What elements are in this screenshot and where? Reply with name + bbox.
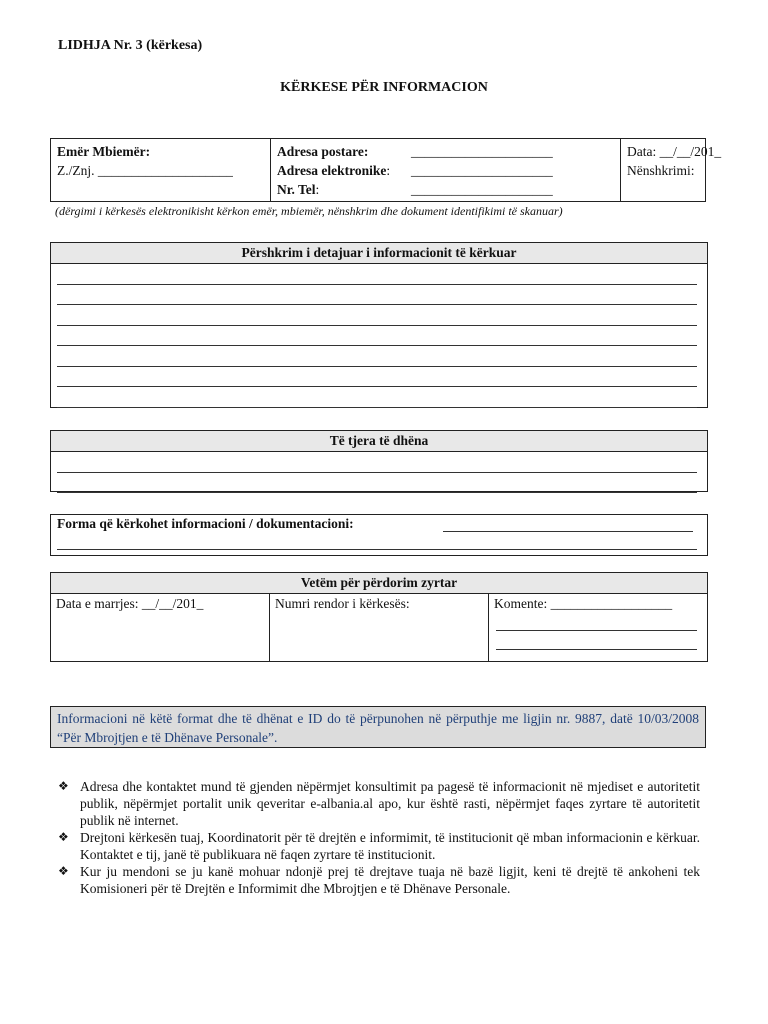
tel-field[interactable]: _____________________ <box>411 182 553 197</box>
description-section-title: Përshkrim i detajuar i informacionit të kërkuar <box>51 243 707 264</box>
other-data-section <box>50 430 708 492</box>
email-field[interactable]: _____________________ <box>411 163 553 178</box>
applicant-info-box <box>50 138 722 202</box>
writing-line <box>57 452 697 473</box>
postal-row <box>277 142 614 161</box>
list-item <box>58 829 700 863</box>
official-use-section <box>50 572 708 662</box>
writing-line <box>57 473 697 494</box>
writing-line <box>57 264 697 285</box>
instructions-list <box>58 778 700 897</box>
tel-row <box>277 180 614 199</box>
email-row <box>277 161 614 180</box>
four-diamond-bullet-icon: ❖ <box>58 830 69 844</box>
tel-label: Nr. Tel <box>277 182 316 197</box>
description-section <box>50 242 708 408</box>
list-item <box>58 863 700 897</box>
writing-line <box>57 326 697 347</box>
writing-line <box>57 367 697 388</box>
writing-line <box>57 387 697 408</box>
list-item-text: Drejtoni kërkesën tuaj, Koordinatorit për të drejtën e informimit, të institucionit që mban informacionin e kërkuar. Kontaktet e tij, janë të publikuara në faqen zyrtare të institucionit. <box>80 830 700 862</box>
document-title: KËRKESE PËR INFORMACION <box>280 80 488 95</box>
email-label: Adresa elektronike <box>277 163 387 178</box>
date-signature-column <box>621 139 722 201</box>
four-diamond-bullet-icon: ❖ <box>58 779 69 793</box>
serial-number-label: Numri rendor i kërkesës: <box>275 596 410 611</box>
postal-label: Adresa postare: <box>277 144 369 159</box>
list-item-text: Adresa dhe kontaktet mund të gjenden nëpërmjet konsultimit pa pagesë të informacionit në mjediset e autoritetit publik, nëpërmjet portalit unik qeveritar e-albania.al apo, kur është rasti, nëpërmjet faqes zyrtare të autoritetit publik në internet. <box>80 779 700 828</box>
list-item-text: Kur ju mendoni se ju kanë mohuar ndonjë prej të drejtave tuaja në bazë ligjit, keni të drejtë të ankoheni tek Komisioneri për të Drejtën e Informimit dhe Mbrojtjen e të Dhënave Personale. <box>80 864 700 896</box>
comments-field[interactable]: Komente: __________________ <box>494 596 673 611</box>
official-use-body <box>51 594 707 661</box>
contact-column <box>271 139 621 201</box>
comments-line[interactable] <box>496 630 697 631</box>
description-lines[interactable] <box>51 264 707 408</box>
date-field[interactable]: Data: __/__/201_ <box>627 144 722 159</box>
comments-line[interactable] <box>496 649 697 650</box>
writing-line <box>57 285 697 306</box>
requested-form-section <box>50 514 708 556</box>
writing-line <box>57 305 697 326</box>
tel-colon: : <box>315 182 320 197</box>
electronic-submission-note: (dërgimi i kërkesës elektronikisht kërkon emër, mbiemër, nënshkrim dhe dokument identifikimi të skanuar) <box>55 204 563 218</box>
requested-form-field[interactable] <box>443 531 693 532</box>
name-column <box>51 139 271 201</box>
other-data-lines[interactable] <box>51 452 707 493</box>
four-diamond-bullet-icon: ❖ <box>58 864 69 878</box>
signature-label: Nënshkrimi: <box>627 163 695 178</box>
name-label: Emër Mbiemër: <box>57 144 151 159</box>
privacy-notice: Informacioni në këtë format dhe të dhënat e ID do të përpunohen në përputhje me ligjin nr. 9887, datë 10/03/2008 “Për Mbrojtjen e të Dhënave Personale”. <box>50 706 706 748</box>
requested-form-label: Forma që kërkohet informacioni / dokumentacioni: <box>57 516 354 531</box>
requested-form-field-continued[interactable] <box>57 549 697 550</box>
received-date-cell <box>51 594 270 661</box>
email-colon: : <box>386 163 391 178</box>
serial-number-cell <box>270 594 489 661</box>
official-use-title: Vetëm për përdorim zyrtar <box>51 573 707 594</box>
received-date-field[interactable]: Data e marrjes: __/__/201_ <box>56 596 204 611</box>
other-data-section-title: Të tjera të dhëna <box>51 431 707 452</box>
postal-field[interactable]: _____________________ <box>411 144 553 159</box>
annex-label: LIDHJA Nr. 3 (kërkesa) <box>58 38 203 53</box>
comments-cell <box>489 594 707 661</box>
salutation-field[interactable]: Z./Znj. ____________________ <box>57 163 233 178</box>
list-item <box>58 778 700 829</box>
writing-line <box>57 346 697 367</box>
